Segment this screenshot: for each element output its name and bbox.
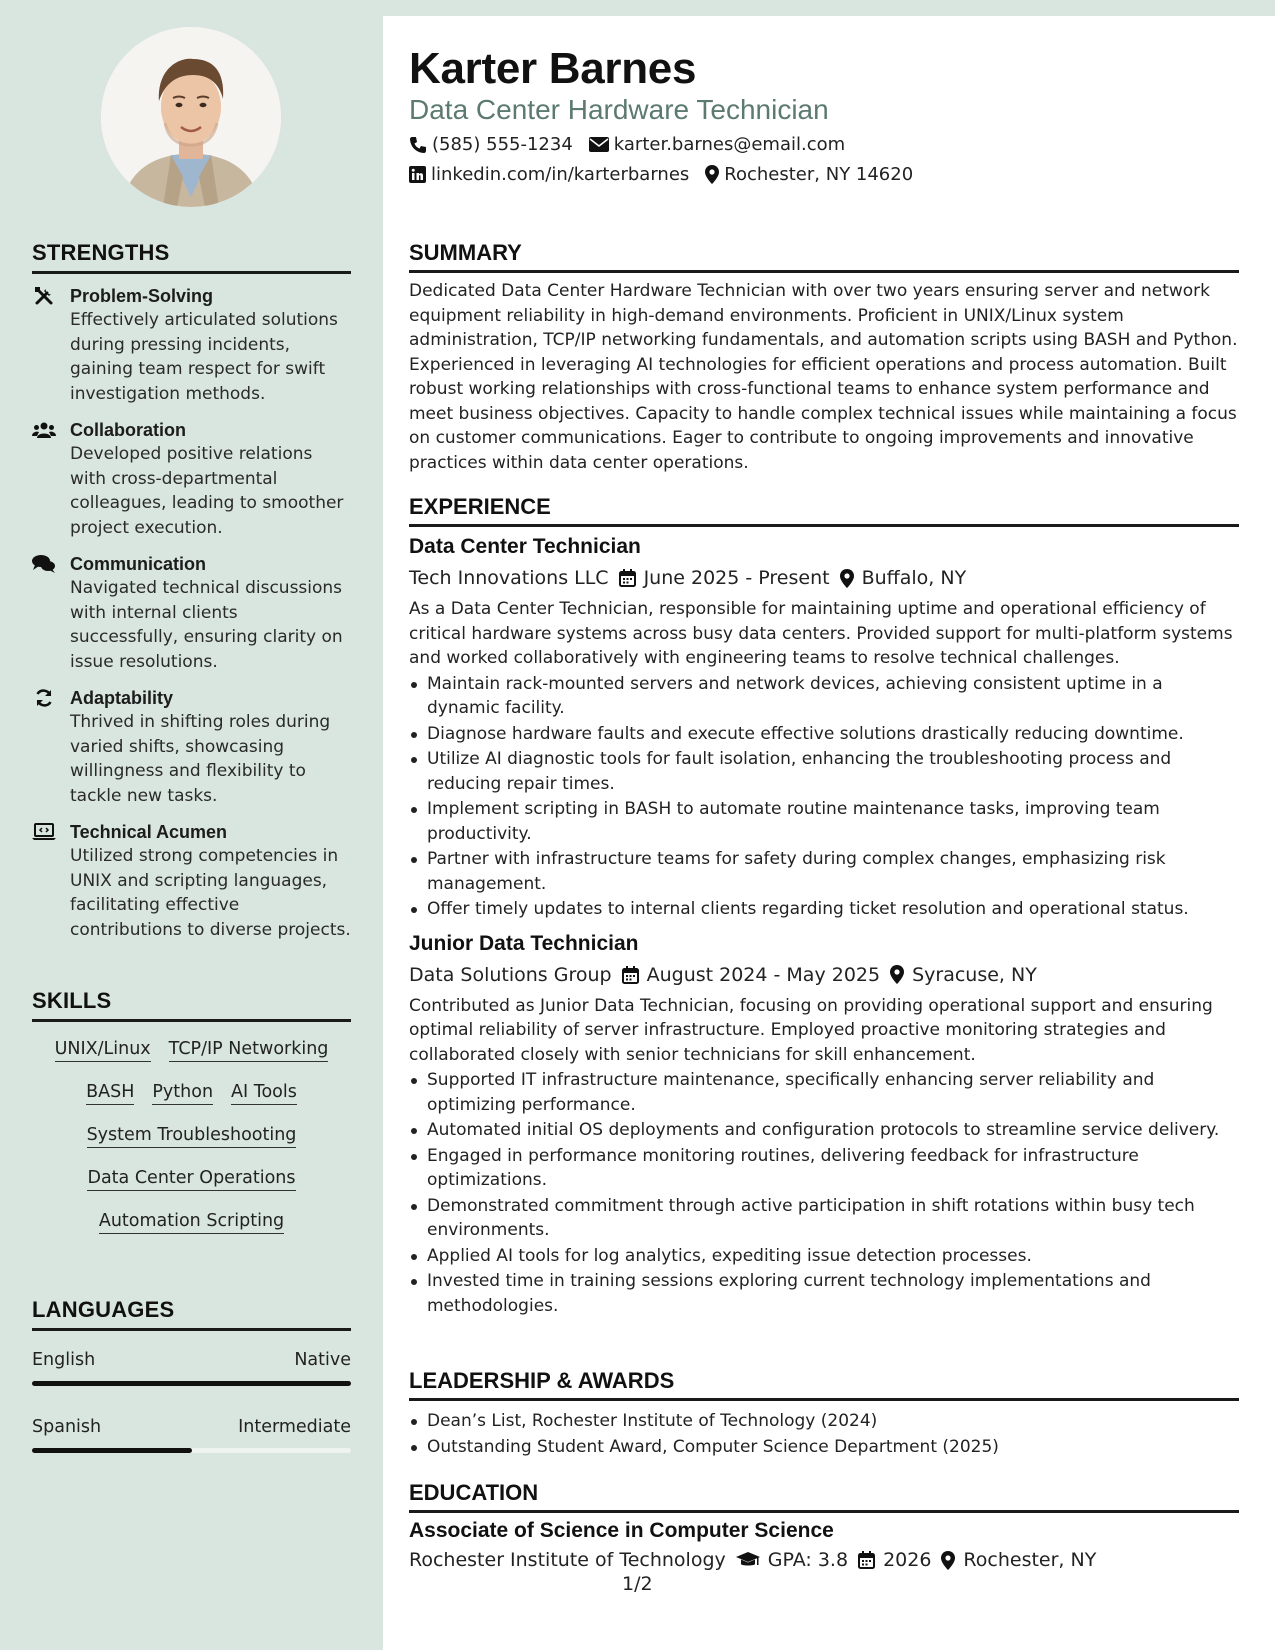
sidebar [0, 0, 383, 1650]
experience-title: EXPERIENCE [409, 494, 1239, 527]
calendar-icon [622, 966, 639, 984]
job-entry [409, 932, 1239, 1319]
skills-section [32, 988, 351, 1253]
strength-item [32, 284, 351, 406]
tools-icon [32, 285, 56, 307]
bullet-item: Supported IT infrastructure maintenance, specifically enhancing server reliability and optimizing performance. [409, 1068, 1239, 1117]
main-content [383, 16, 1275, 1650]
bullet-item: Offer timely updates to internal clients regarding ticket resolution and operational status. [409, 897, 1239, 922]
calendar-icon [858, 1551, 875, 1569]
avatar [101, 27, 281, 207]
skill-tag: UNIX/Linux [55, 1038, 151, 1062]
chat-icon [32, 553, 56, 575]
bullet-item: Outstanding Student Award, Computer Science Department (2025) [409, 1435, 1239, 1460]
strength-desc: Utilized strong competencies in UNIX and scripting languages, facilitating effective contributions to diverse projects. [70, 846, 351, 940]
laptop-code-icon [32, 821, 56, 843]
map-pin-icon [890, 965, 904, 984]
job-title: Data Center Technician [409, 535, 641, 558]
bullet-item: Diagnose hardware faults and execute effective solutions drastically reducing downtime. [409, 722, 1239, 747]
strength-item [32, 418, 351, 540]
education-title: EDUCATION [409, 1480, 1239, 1513]
strength-item [32, 820, 351, 942]
language-bar [32, 1381, 351, 1386]
bullet-item: Maintain rack-mounted servers and network devices, achieving consistent uptime in a dynamic facility. [409, 672, 1239, 721]
profile-photo-icon [101, 27, 281, 207]
strength-title: Adaptability [70, 688, 174, 708]
language-item [32, 1349, 351, 1386]
strength-item [32, 552, 351, 674]
job-title: Junior Data Technician [409, 931, 639, 955]
map-pin-icon [705, 165, 719, 184]
job-description: Contributed as Junior Data Technician, focusing on providing operational support and ensuring optimal reliability of server infrastructure. Employed proactive monitoring strategies and collaborated closely with senior technicians for skill enhancement. [409, 995, 1213, 1065]
bullet-item: Applied AI tools for log analytics, expediting issue detection processes. [409, 1244, 1239, 1269]
strengths-title: STRENGTHS [32, 240, 351, 274]
bullet-item: Utilize AI diagnostic tools for fault isolation, enhancing the troubleshooting process and reducing repair times. [409, 747, 1239, 796]
skill-tag: TCP/IP Networking [169, 1038, 329, 1062]
envelope-icon [589, 137, 609, 152]
languages-section [32, 1297, 351, 1453]
candidate-name: Karter Barnes [409, 44, 697, 93]
strength-title: Problem-Solving [70, 286, 214, 306]
job-dates: August 2024 - May 2025 [646, 963, 881, 986]
job-dates: June 2025 - Present [643, 567, 830, 589]
skills-title: SKILLS [32, 988, 351, 1022]
job-meta [409, 962, 1239, 988]
strengths-section [32, 240, 351, 942]
strength-desc: Effectively articulated solutions during pressing incidents, gaining team respect for swift investigation methods. [70, 310, 338, 404]
strength-desc: Developed positive relations with cross-departmental colleagues, leading to smoother project execution. [70, 444, 344, 538]
job-location-item [840, 565, 967, 591]
education-meta [409, 1547, 1239, 1573]
phone-item [409, 134, 573, 155]
strength-desc: Navigated technical discussions with internal clients successfully, ensuring clarity on issue resolutions. [70, 578, 343, 672]
language-name: English [32, 1350, 96, 1370]
page-number: 1/2 [622, 1573, 653, 1595]
bullet-item: Dean’s List, Rochester Institute of Technology (2024) [409, 1409, 1239, 1434]
linkedin-item[interactable] [409, 164, 689, 185]
bullet-item: Demonstrated commitment through active participation in shift rotations within busy tech environments. [409, 1194, 1239, 1243]
job-bullets [409, 1068, 1239, 1318]
language-level: Intermediate [238, 1417, 351, 1437]
skill-tag: Data Center Operations [87, 1167, 295, 1191]
location-text: Rochester, NY 14620 [724, 164, 914, 185]
skill-tag: Python [152, 1081, 213, 1105]
email-item[interactable] [589, 134, 845, 155]
map-pin-icon [840, 569, 854, 588]
strength-title: Technical Acumen [70, 822, 228, 842]
languages-title: LANGUAGES [32, 1297, 351, 1331]
language-item [32, 1416, 351, 1453]
candidate-role: Data Center Hardware Technician [409, 94, 829, 125]
strength-title: Communication [70, 554, 207, 574]
job-bullets [409, 672, 1239, 922]
strength-title: Collaboration [70, 420, 186, 440]
summary-text: Dedicated Data Center Hardware Technician with over two years ensuring server and network equipment reliability in high-demand environments. Proficient in UNIX/Linux system administration, TCP/IP networking fundamentals, and automation scripts using BASH and Python. Experienced in leveraging AI technologies for efficient operations and process automation. Built robust working relationships with cross-functional teams to enhance system performance and meet business objectives. Capacity to handle complex technical issues while maintaining a focus on customer communications. Eager to contribute to ongoing improvements and innovative practices within data center operations. [409, 281, 1238, 473]
year-text: 2026 [883, 1549, 932, 1571]
school-name: Rochester Institute of Technology [409, 1549, 726, 1571]
linkedin-text[interactable]: linkedin.com/in/karterbarnes [431, 164, 690, 185]
education-section [409, 1480, 1239, 1573]
contact-row [409, 134, 845, 155]
job-location-item [890, 962, 1037, 988]
job-dates-item [622, 962, 881, 988]
skill-tag: Automation Scripting [99, 1210, 284, 1234]
bullet-item: Implement scripting in BASH to automate routine maintenance tasks, improving team productivity. [409, 797, 1239, 846]
job-dates-item [619, 565, 830, 591]
leadership-title: LEADERSHIP & AWARDS [409, 1368, 1239, 1401]
gpa-item [736, 1547, 848, 1573]
contact-row [409, 164, 913, 185]
skills-list [32, 1022, 351, 1234]
graduation-cap-icon [736, 1552, 760, 1569]
skill-tag: BASH [86, 1081, 134, 1105]
map-pin-icon [941, 1551, 955, 1570]
degree-title: Associate of Science in Computer Science [409, 1519, 834, 1542]
bullet-item: Invested time in training sessions exploring current technology implementations and methodologies. [409, 1269, 1239, 1318]
strength-item [32, 686, 351, 808]
phone-text: (585) 555-1234 [432, 134, 573, 155]
calendar-icon [619, 569, 636, 587]
language-bar [32, 1448, 351, 1453]
language-level: Native [294, 1350, 351, 1370]
edu-location-item [941, 1547, 1096, 1573]
email-text[interactable]: karter.barnes@email.com [613, 134, 846, 155]
job-company: Tech Innovations LLC [409, 567, 609, 589]
phone-icon [409, 136, 427, 154]
experience-section [409, 494, 1239, 1318]
leadership-section [409, 1368, 1239, 1459]
edu-location: Rochester, NY [963, 1549, 1097, 1571]
job-location: Syracuse, NY [912, 963, 1037, 986]
linkedin-icon [409, 166, 426, 183]
summary-section [409, 240, 1239, 475]
language-name: Spanish [32, 1417, 102, 1437]
year-item [858, 1547, 931, 1573]
summary-title: SUMMARY [409, 240, 1239, 273]
language-bar-fill [32, 1448, 192, 1453]
refresh-icon [32, 687, 56, 709]
job-entry [409, 535, 1239, 922]
job-description: As a Data Center Technician, responsible for maintaining uptime and operational efficiency of critical hardware systems across busy data centers. Provided support for multi-platform systems and worked collaboratively with engineering teams to resolve technical challenges. [409, 599, 1233, 668]
bullet-item: Automated initial OS deployments and configuration protocols to streamline service delivery. [409, 1118, 1239, 1143]
job-location: Buffalo, NY [861, 567, 967, 589]
job-company: Data Solutions Group [409, 963, 612, 986]
language-bar-fill [32, 1381, 351, 1386]
leadership-bullets [409, 1409, 1239, 1459]
users-icon [32, 419, 56, 441]
bullet-item: Partner with infrastructure teams for safety during complex changes, emphasizing risk management. [409, 847, 1239, 896]
bullet-item: Engaged in performance monitoring routines, delivering feedback for infrastructure optimizations. [409, 1144, 1239, 1193]
skill-tag: System Troubleshooting [87, 1124, 297, 1148]
strength-desc: Thrived in shifting roles during varied shifts, showcasing willingness and flexibility to tackle new tasks. [70, 712, 331, 806]
job-meta [409, 565, 1239, 591]
location-item [705, 164, 913, 185]
skill-tag: AI Tools [231, 1081, 297, 1105]
gpa-text: GPA: 3.8 [767, 1549, 849, 1571]
